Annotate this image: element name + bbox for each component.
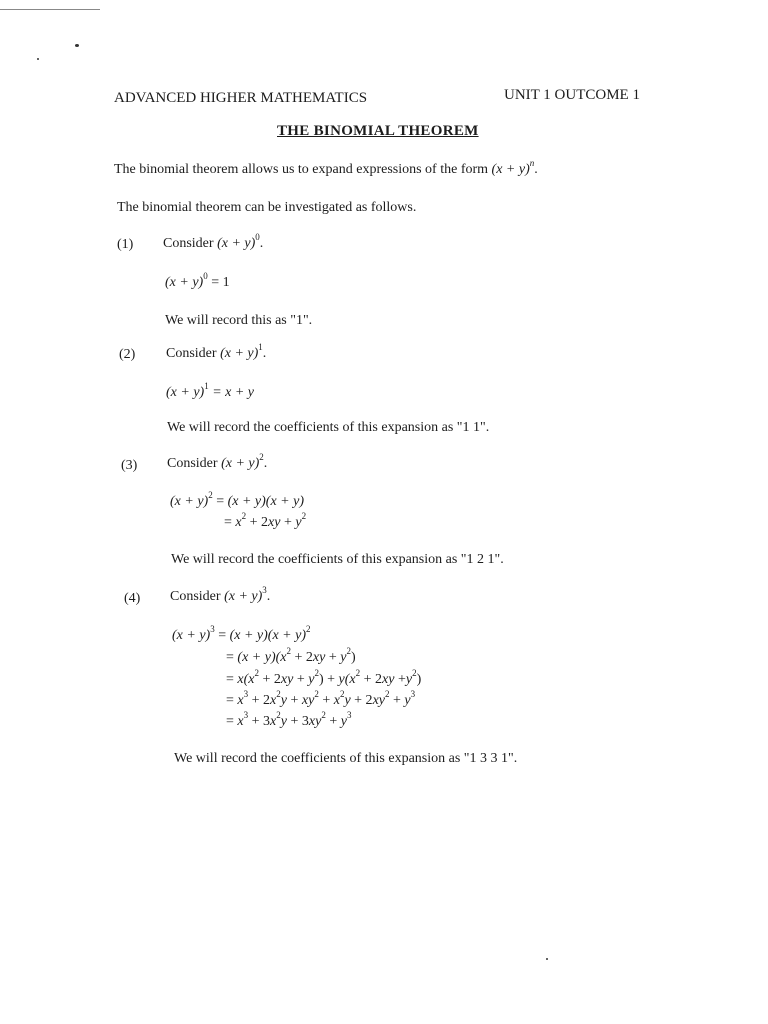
scan-speck <box>546 958 548 960</box>
intro-expression-exponent: n <box>529 158 535 169</box>
equation-lhs-exponent: 1 <box>204 381 209 392</box>
scan-speck <box>75 44 79 47</box>
section-number: (1) <box>117 237 134 252</box>
expansion-line: = $x(x^2 + 2xy + y^2) + y(x^2 + 2xy +y^2)$ <box>226 668 422 687</box>
intro-line-2: The binomial theorem can be investigated as follows. <box>117 200 417 215</box>
consider-label: Consider <box>167 456 218 471</box>
consider-power: 3 <box>262 585 267 596</box>
intro-expression-base: (x + y) <box>491 162 530 177</box>
consider-label: Consider <box>170 589 221 604</box>
consider-line: Consider $(x + y)^1$. <box>166 342 267 361</box>
consider-line: Consider $(x + y)^2$. <box>167 452 268 471</box>
intro-text: The binomial theorem allows us to expand expressions of the form <box>114 162 489 177</box>
section-number: (2) <box>119 347 136 362</box>
equation-lhs-exponent: 0 <box>203 271 208 282</box>
section-number: (4) <box>124 591 141 606</box>
record-line: We will record this as "1". <box>165 313 313 328</box>
consider-power: 2 <box>259 452 264 463</box>
equation-lhs: (x + y) <box>166 385 205 400</box>
expansion-line: = $x^2 + 2xy + y^2$ <box>224 511 307 530</box>
consider-line: Consider $(x + y)^0$. <box>163 232 264 251</box>
equation-line <box>165 271 230 291</box>
expansion-line: = $x^3 + 2x^2y + xy^2 + x^2y + 2xy^2 + y^3$ <box>226 689 416 708</box>
equation-line <box>166 381 255 401</box>
consider-label: Consider <box>166 346 217 361</box>
record-line: We will record the coefficients of this expansion as "1 3 3 1". <box>174 751 518 766</box>
expansion-line: = $(x + y)(x^2 + 2xy + y^2)$ <box>226 646 356 665</box>
record-line: We will record the coefficients of this expansion as "1 2 1". <box>171 552 504 567</box>
consider-label: Consider <box>163 236 214 251</box>
header-left: ADVANCED HIGHER MATHEMATICS <box>114 90 368 106</box>
page-title: THE BINOMIAL THEOREM <box>277 123 479 139</box>
header-right: UNIT 1 OUTCOME 1 <box>504 87 640 103</box>
intro-line-1 <box>114 158 538 178</box>
intro-end: . <box>534 162 538 177</box>
equation-rhs: = x + y <box>212 385 255 400</box>
consider-power: 1 <box>258 342 263 353</box>
expansion-line: $(x + y)^2 = (x + y)(x + y)$ <box>170 490 305 509</box>
equation-lhs: (x + y) <box>165 275 204 290</box>
consider-line: Consider $(x + y)^3$. <box>170 585 271 604</box>
expansion-line: = $x^3 + 3x^2y + 3xy^2 + y^3$ <box>226 710 352 729</box>
scan-speck <box>37 58 39 60</box>
section-number: (3) <box>121 458 138 473</box>
scan-edge-line <box>0 9 100 10</box>
equation-rhs: = 1 <box>211 275 230 290</box>
expansion-line: $(x + y)^3 = (x + y)(x + y)^2$ <box>172 624 311 643</box>
record-line: We will record the coefficients of this expansion as "1 1". <box>167 420 490 435</box>
intro-expression <box>491 158 535 177</box>
consider-power: 0 <box>255 232 260 243</box>
